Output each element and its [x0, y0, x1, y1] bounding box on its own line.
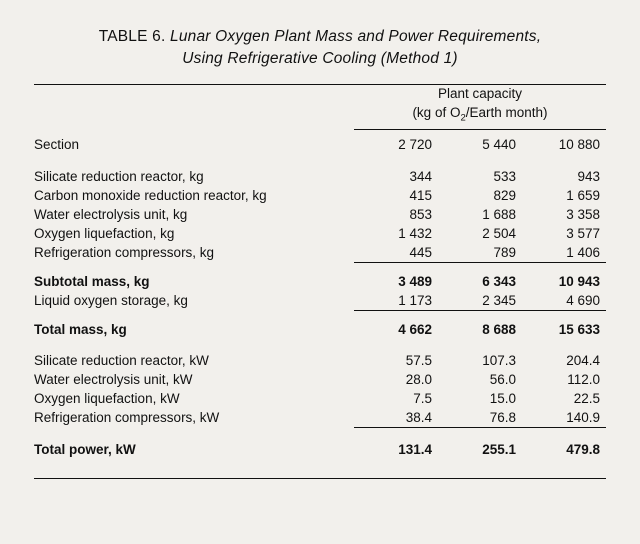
table-row	[34, 339, 606, 370]
row-value: 204.4	[566, 352, 600, 368]
table-row	[34, 408, 606, 428]
row-label: Total power, kW	[34, 441, 136, 457]
capacity-header-line-1: Plant capacity	[437, 86, 523, 101]
row-value: 853	[409, 206, 432, 222]
row-value: 789	[438, 243, 522, 263]
row-label: Water electrolysis unit, kg	[34, 206, 188, 222]
table-row	[34, 186, 606, 205]
requirements-table	[34, 85, 606, 469]
capacity-header-row-2	[34, 104, 606, 129]
row-value: 255.1	[482, 441, 516, 457]
bottom-rule-wrap	[34, 478, 606, 479]
row-label: Carbon monoxide reduction reactor, kg	[34, 187, 267, 203]
row-label: Silicate reduction reactor, kg	[34, 168, 204, 184]
row-value: 140.9	[522, 408, 606, 428]
capacity-column-header-2: 5 440	[482, 136, 516, 152]
capacity-units-subscript: 2	[460, 112, 466, 124]
table-row	[34, 291, 606, 311]
table-row	[34, 243, 606, 263]
row-value: 1 406	[522, 243, 606, 263]
row-value: 2 345	[438, 291, 522, 311]
row-value: 15.0	[489, 390, 516, 406]
row-value: 112.0	[567, 371, 600, 387]
row-value: 4 662	[398, 321, 432, 337]
row-value: 107.3	[482, 352, 516, 368]
row-value: 7.5	[413, 390, 432, 406]
row-label: Water electrolysis unit, kW	[34, 371, 193, 387]
row-value: 2 504	[482, 225, 516, 241]
table-row	[34, 155, 606, 186]
capacity-units-suffix: /Earth month)	[465, 105, 548, 120]
row-label: Total mass, kg	[34, 321, 127, 337]
row-value: 56.0	[489, 371, 516, 387]
row-value: 15 633	[558, 321, 600, 337]
row-value: 4 690	[522, 291, 606, 311]
row-value: 22.5	[573, 390, 600, 406]
table-row	[34, 205, 606, 224]
table-row-total-power	[34, 427, 606, 459]
table-caption	[34, 26, 606, 70]
capacity-header-line-2	[354, 104, 606, 129]
row-value: 6 343	[482, 273, 516, 289]
capacity-column-header-1: 2 720	[398, 136, 432, 152]
column-header-row	[34, 129, 606, 155]
row-value: 479.8	[566, 441, 600, 457]
row-value: 1 432	[398, 225, 432, 241]
row-value: 57.5	[405, 352, 432, 368]
row-label: Liquid oxygen storage, kg	[34, 293, 188, 309]
row-value: 1 173	[354, 291, 438, 311]
table-title-line-1: Lunar Oxygen Plant Mass and Power Requirements,	[170, 28, 542, 45]
section-column-header: Section	[34, 136, 80, 152]
table-row-total-mass	[34, 310, 606, 339]
row-value: 344	[409, 168, 432, 184]
row-value: 829	[493, 187, 516, 203]
table-row-subtotal	[34, 262, 606, 291]
table-row	[34, 370, 606, 389]
row-value: 445	[354, 243, 438, 263]
row-value: 415	[409, 187, 432, 203]
row-value: 1 688	[482, 206, 516, 222]
row-value: 28.0	[405, 371, 432, 387]
row-value: 76.8	[438, 408, 522, 428]
table-caption-line-1	[42, 26, 598, 48]
row-value: 1 659	[566, 187, 600, 203]
row-label: Subtotal mass, kg	[34, 273, 150, 289]
row-label: Refrigeration compressors, kg	[34, 245, 215, 261]
row-value: 533	[493, 168, 516, 184]
row-value: 38.4	[354, 408, 438, 428]
row-value: 943	[577, 168, 600, 184]
row-label: Oxygen liquefaction, kW	[34, 390, 180, 406]
row-value: 3 577	[566, 225, 600, 241]
bottom-rule	[34, 478, 606, 479]
capacity-header-row-1	[34, 85, 606, 104]
capacity-units-prefix: (kg of O	[412, 105, 461, 120]
row-value: 8 688	[482, 321, 516, 337]
row-value: 10 943	[558, 273, 600, 289]
row-label: Silicate reduction reactor, kW	[34, 352, 209, 368]
row-value: 3 358	[566, 206, 600, 222]
capacity-column-header-3: 10 880	[558, 136, 600, 152]
table-row	[34, 389, 606, 408]
table-row	[34, 224, 606, 243]
bottom-spacer	[34, 459, 606, 469]
table-title-line-2: Using Refrigerative Cooling (Method 1)	[182, 50, 458, 67]
row-label: Oxygen liquefaction, kg	[34, 225, 175, 241]
row-value: 3 489	[398, 273, 432, 289]
row-label: Refrigeration compressors, kW	[34, 410, 220, 426]
row-value: 131.4	[398, 441, 432, 457]
table-number-label: TABLE 6.	[98, 28, 166, 45]
